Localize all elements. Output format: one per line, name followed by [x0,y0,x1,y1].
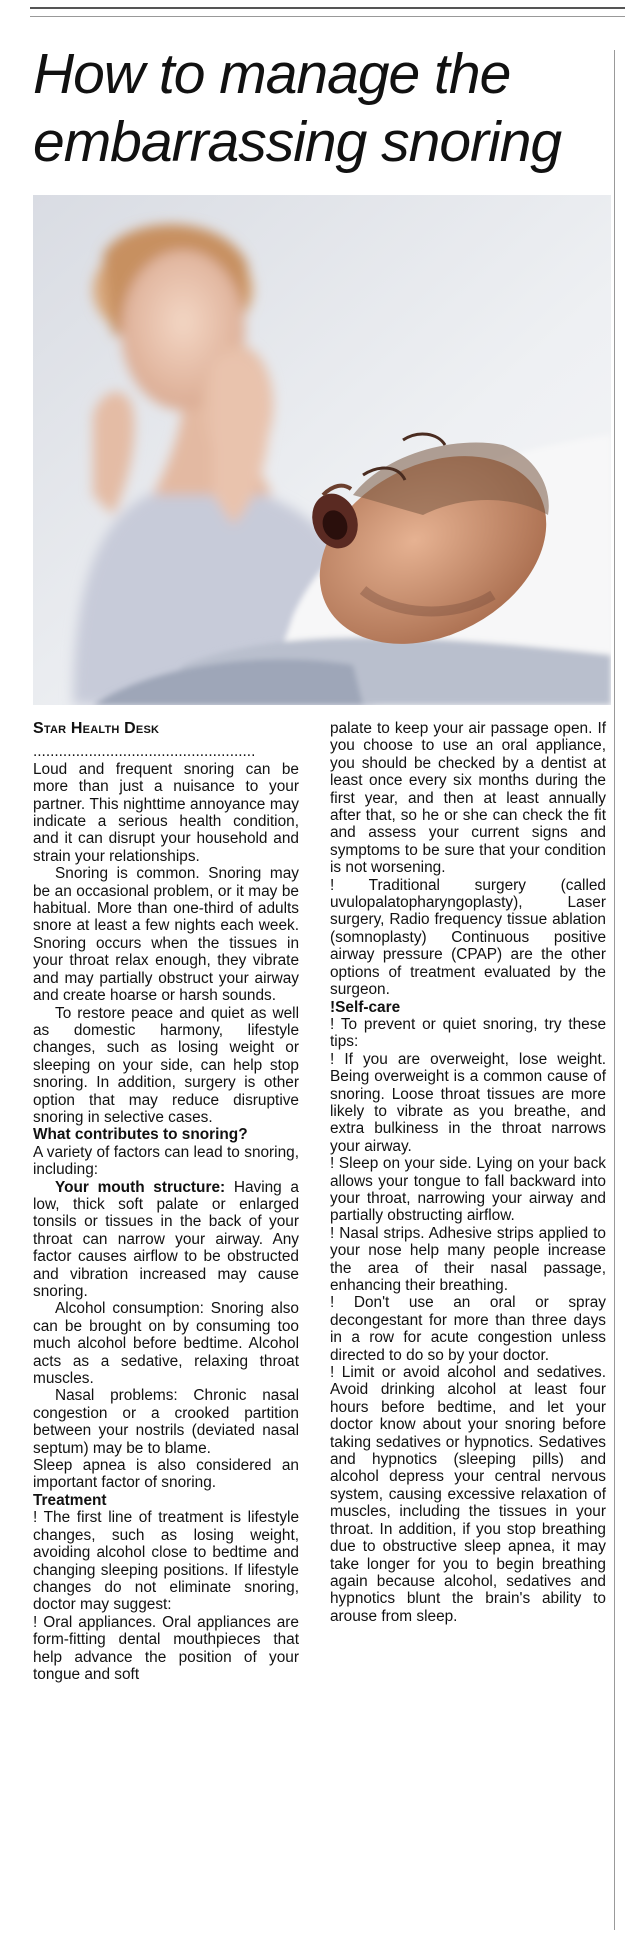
paragraph: ! The first line of treatment is lifestyle changes, such as losing weight, avoiding alcohol close to bedtime and changing sleeping positions. If lifestyle changes do not eliminate snoring, doctor may suggest: [33,1509,299,1614]
subheading: What contributes to snoring? [33,1126,248,1144]
subheading: Treatment [33,1491,107,1509]
paragraph: ! Sleep on your side. Lying on your back allows your tongue to fall backward into your throat, narrowing your airway and partially obstructing airflow. [330,1155,606,1225]
paragraph: ! If you are overweight, lose weight. Being overweight is a common cause of snoring. Loose throat tissues are more likely to vibrate as you breathe, and extra bulkiness in the throat narrows your airway. [330,1050,606,1155]
paragraph: Nasal problems: Chronic nasal congestion or a crooked partition between your nostrils (deviated nasal septum) may be to blame. [33,1387,299,1457]
top-rule [30,7,625,17]
paragraph: Loud and frequent snoring can be more than just a nuisance to your partner. This nighttime annoyance may indicate a serious health condition, and it can disrupt your household and strain your relationships. [33,760,299,865]
paragraph: palate to keep your air passage open. If you choose to use an oral appliance, you should be checked by a dentist at least once every six months during the first year, and then at least annually after that, so he or she can check the fit and assess your current signs and symptoms to be sure that your condition is not worsening. [330,720,606,877]
paragraph: Snoring is common. Snoring may be an occasional problem, or it may be habitual. More than one-third of adults snore at least a few nights each week. Snoring occurs when the tissues in your throat relax enough, they vibrate and may partially obstruct your airway and create hoarse or harsh sounds. [33,865,299,1005]
subheading-text: Self-care [335,998,401,1016]
paragraph: ! Don't use an oral or spray decongestant for more than three days in a row for acute congestion unless directed to do so by your doctor. [330,1294,606,1364]
paragraph: Sleep apnea is also considered an important factor of snoring. [33,1457,299,1492]
byline-separator: .................................................... [33,743,256,761]
paragraph: ! Limit or avoid alcohol and sedatives. Avoid drinking alcohol at least four hours before bedtime, and let your doctor know about your snoring before taking sedatives or hypnotics. Sedatives and hypnotics (sleeping pills) and alcohol depress your central nervous system, causing excessive relaxation of muscles, including the tissues in your throat. In addition, if you stop breathing due to obstructive sleep apnea, it may take longer for you to begin breathing again because alcohol, sedatives and hypnotics blunt the brain's ability to arouse from sleep. [330,1364,606,1625]
paragraph-lead: Your mouth structure: [55,1178,226,1196]
article-column-1 [33,720,299,1683]
paragraph: Alcohol consumption: Snoring also can be brought on by consuming too much alcohol before bedtime. Alcohol acts as a sedative, relaxing throat muscles. [33,1300,299,1388]
subheading-bullet: ! [330,998,336,1016]
headline: How to manage the embarrassing snoring [33,42,562,174]
paragraph: ! To prevent or quiet snoring, try these tips: [330,1015,606,1051]
snoring-couple-illustration [33,195,611,705]
paragraph: A variety of factors can lead to snoring, including: [33,1143,299,1179]
column-rule [614,50,615,1930]
subheading [330,999,606,1016]
paragraph: ! Nasal strips. Adhesive strips applied to your nose help many people increase the area of their nasal passage, enhancing their breathing. [330,1224,606,1294]
article-column-2 [330,720,606,1625]
byline: Star Health Desk [33,720,160,737]
paragraph: ! Oral appliances. Oral appliances are form-fitting dental mouthpieces that help advance the position of your tongue and soft [33,1613,299,1683]
paragraph: ! Traditional surgery (called uvulopalatopharyngoplasty), Laser surgery, Radio frequency tissue ablation (somnoplasty) Continuous positive airway pressure (CPAP) are the other options of treatment evaluated by the surgeon. [330,876,606,999]
paragraph: To restore peace and quiet as well as domestic harmony, lifestyle changes, such as losing weight or sleeping on your side, can help stop snoring. In addition, surgery is other option that may reduce disruptive snoring in selective cases. [33,1004,299,1126]
article-photo [33,195,611,705]
paragraph [33,1179,299,1301]
paragraph-body: Having a low, thick soft palate or enlarged tonsils or tissues in the back of your throat can narrow your airway. Any factor causes airflow to be obstructed and vibration increased may cause snoring. [33,1178,299,1300]
